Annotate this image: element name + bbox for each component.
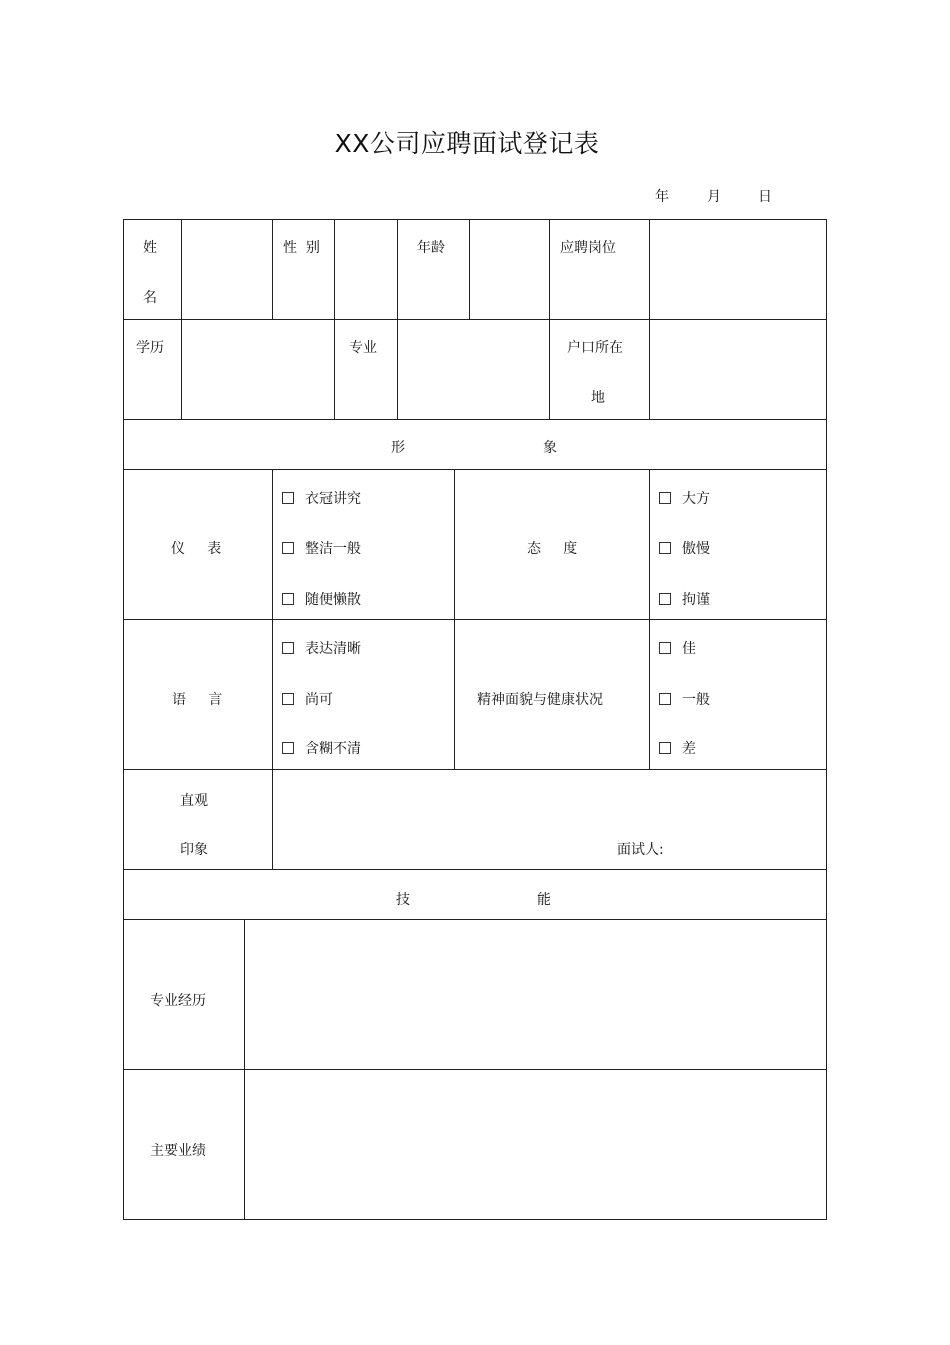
gender-label: 性 别 <box>283 240 320 256</box>
column-divider <box>549 319 550 419</box>
position-field[interactable] <box>650 220 826 319</box>
impression-label-bottom: 印象 <box>180 842 208 858</box>
checkbox-icon[interactable] <box>282 542 294 554</box>
achievements-field[interactable] <box>245 1070 826 1219</box>
impression-label-top: 直观 <box>180 793 208 809</box>
column-divider <box>397 219 398 319</box>
column-divider <box>334 319 335 419</box>
education-label: 学历 <box>136 340 164 356</box>
section-image-char-2: 象 <box>543 440 557 456</box>
column-divider <box>272 469 273 769</box>
gender-field[interactable] <box>335 220 397 319</box>
spirit-health-label: 精神面貌与健康状况 <box>477 692 603 708</box>
experience-field[interactable] <box>245 920 826 1069</box>
checkbox-icon[interactable] <box>282 492 294 504</box>
column-divider <box>272 219 273 319</box>
table-border-left <box>123 219 124 1220</box>
checkbox-icon[interactable] <box>659 642 671 654</box>
attitude-label: 态 度 <box>527 541 578 557</box>
column-divider <box>649 469 650 769</box>
date-year-label: 年 <box>655 189 669 205</box>
attitude-option[interactable]: 大方 <box>659 490 710 508</box>
checkbox-icon[interactable] <box>659 492 671 504</box>
row-divider <box>123 419 827 420</box>
education-field[interactable] <box>182 320 334 419</box>
age-field[interactable] <box>470 220 549 319</box>
checkbox-icon[interactable] <box>282 593 294 605</box>
attitude-option[interactable]: 拘谨 <box>659 591 710 609</box>
date-month-label: 月 <box>707 189 721 205</box>
age-label: 年龄 <box>417 240 445 256</box>
column-divider <box>549 219 550 319</box>
appearance-label: 仪 表 <box>171 541 222 557</box>
language-option[interactable]: 含糊不清 <box>282 740 361 758</box>
language-option[interactable]: 表达清晰 <box>282 640 361 658</box>
checkbox-icon[interactable] <box>282 742 294 754</box>
date-day-label: 日 <box>758 189 772 205</box>
language-label: 语 言 <box>172 692 223 708</box>
position-label: 应聘岗位 <box>560 240 616 256</box>
checkbox-icon[interactable] <box>659 742 671 754</box>
spirit-option[interactable]: 差 <box>659 740 696 758</box>
major-label: 专业 <box>349 340 377 356</box>
hukou-field[interactable] <box>650 320 826 419</box>
appearance-option[interactable]: 随便懒散 <box>282 591 361 609</box>
row-divider <box>123 619 827 620</box>
checkbox-icon[interactable] <box>659 693 671 705</box>
appearance-option[interactable]: 衣冠讲究 <box>282 490 361 508</box>
experience-label: 专业经历 <box>150 993 206 1009</box>
name-field[interactable] <box>182 220 272 319</box>
name-label-bottom: 名 <box>143 290 157 306</box>
name-label-top: 姓 <box>143 240 157 256</box>
impression-field[interactable] <box>273 770 826 869</box>
checkbox-icon[interactable] <box>659 593 671 605</box>
checkbox-icon[interactable] <box>282 642 294 654</box>
hukou-label-bottom: 地 <box>591 390 605 406</box>
section-skill-char-1: 技 <box>396 892 410 908</box>
row-divider <box>123 469 827 470</box>
achievements-label: 主要业绩 <box>150 1143 206 1159</box>
appearance-option[interactable]: 整洁一般 <box>282 540 361 558</box>
major-field[interactable] <box>398 320 549 419</box>
section-image-char-1: 形 <box>391 440 405 456</box>
table-border-bottom <box>123 1219 827 1220</box>
attitude-option[interactable]: 傲慢 <box>659 540 710 558</box>
interviewer-label: 面试人: <box>617 842 664 858</box>
checkbox-icon[interactable] <box>282 693 294 705</box>
section-skill-char-2: 能 <box>537 892 551 908</box>
page-title: XX公司应聘面试登记表 <box>334 129 600 158</box>
checkbox-icon[interactable] <box>659 542 671 554</box>
column-divider <box>454 469 455 769</box>
language-option[interactable]: 尚可 <box>282 691 333 709</box>
table-border-right <box>826 219 827 1220</box>
hukou-label-top: 户口所在 <box>567 340 623 356</box>
spirit-option[interactable]: 佳 <box>659 640 696 658</box>
row-divider <box>123 869 827 870</box>
spirit-option[interactable]: 一般 <box>659 691 710 709</box>
